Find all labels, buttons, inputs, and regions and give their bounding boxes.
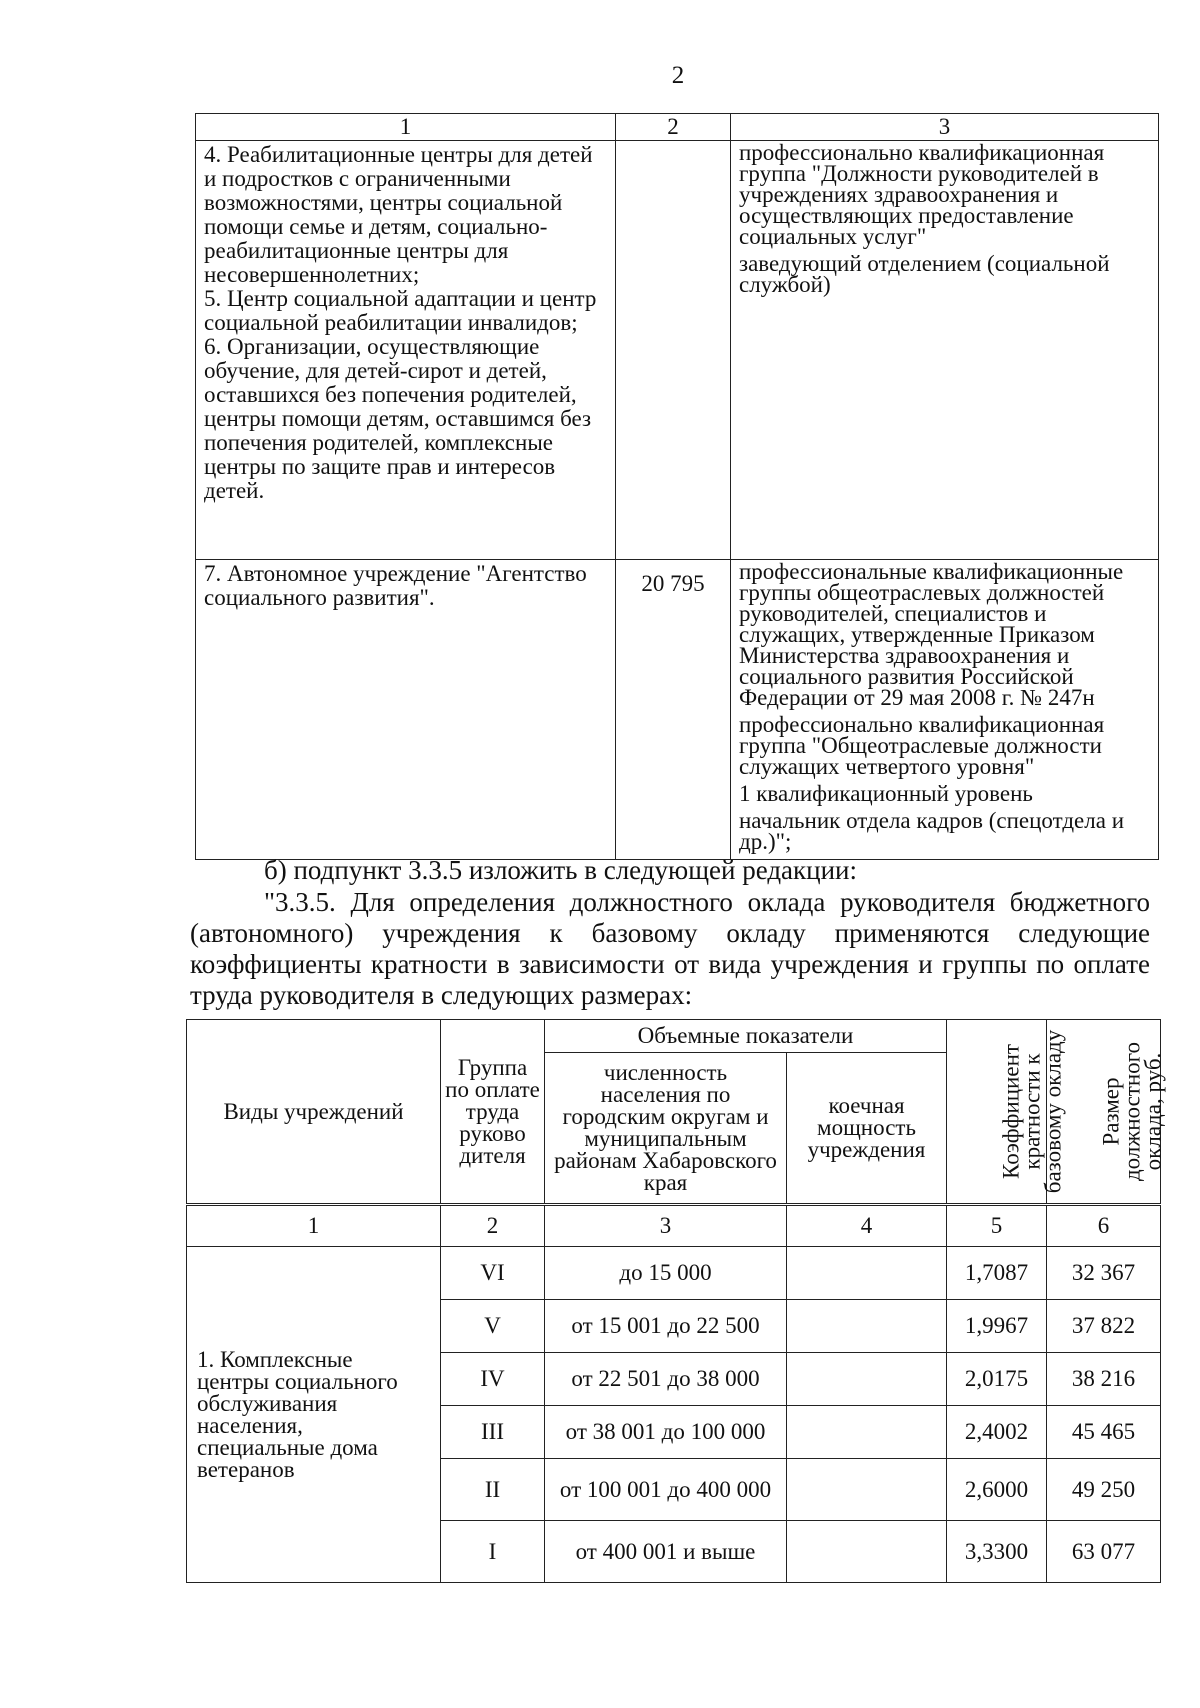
position-name: заведующий отделением (социальной службой) bbox=[739, 251, 1110, 297]
population-cell: от 400 001 и выше bbox=[545, 1521, 787, 1583]
bed-capacity-cell bbox=[787, 1353, 947, 1406]
coefficient-cell: 1,9967 bbox=[947, 1300, 1047, 1353]
column-number-1: 1 bbox=[196, 114, 616, 141]
column-number-4: 4 bbox=[787, 1205, 947, 1247]
amendment-line: б) подпункт 3.3.5 изложить в следующей редакции: bbox=[264, 855, 858, 885]
population-cell: от 100 001 до 400 000 bbox=[545, 1459, 787, 1521]
qualification-group: профессионально квалификационная группа "Общеотраслевые должности служащих четвертого уровня" bbox=[739, 712, 1105, 779]
institution-cell bbox=[196, 560, 616, 860]
table-row bbox=[187, 1247, 1161, 1300]
bed-capacity-cell bbox=[787, 1521, 947, 1583]
salary-cell: 38 216 bbox=[1047, 1353, 1161, 1406]
qualification-cell bbox=[731, 560, 1159, 860]
table-row bbox=[196, 560, 1159, 860]
qualification-level: 1 квалификационный уровень bbox=[739, 781, 1033, 806]
population-cell: от 22 501 до 38 000 bbox=[545, 1353, 787, 1406]
coefficient-cell: 3,3300 bbox=[947, 1521, 1047, 1583]
table-row bbox=[196, 141, 1159, 560]
bed-capacity-cell bbox=[787, 1247, 947, 1300]
column-number-3: 3 bbox=[545, 1205, 787, 1247]
page-number: 2 bbox=[671, 62, 685, 89]
base-salary-cell bbox=[616, 141, 731, 560]
base-salary-cell: 20 795 bbox=[616, 560, 731, 860]
column-number-2: 2 bbox=[441, 1205, 545, 1247]
salary-cell: 37 822 bbox=[1047, 1300, 1161, 1353]
header-bed-capacity: коечная мощность учреждения bbox=[787, 1053, 947, 1205]
qualification-cell bbox=[731, 141, 1159, 560]
salary-cell: 45 465 bbox=[1047, 1406, 1161, 1459]
coefficient-cell: 1,7087 bbox=[947, 1247, 1047, 1300]
pay-group-cell: II bbox=[441, 1459, 545, 1521]
salary-cell: 63 077 bbox=[1047, 1521, 1161, 1583]
header-institution-type: Виды учреждений bbox=[187, 1020, 441, 1205]
salary-cell: 49 250 bbox=[1047, 1459, 1161, 1521]
pay-group-cell: I bbox=[441, 1521, 545, 1583]
institution-item: 5. Центр социальной адаптации и центр социальной реабилитации инвалидов; bbox=[204, 286, 597, 335]
amendment-paragraph: "3.3.5. Для определения должностного оклада руководителя бюджетного (автономного) учреждения к базовому окладу применяются следующие коэффициенты кратности в зависимости от вида учреждения и группы по оплате труда руководителя в следующих размерах: bbox=[190, 887, 1150, 1010]
column-number-5: 5 bbox=[947, 1205, 1047, 1247]
population-cell: от 38 001 до 100 000 bbox=[545, 1406, 787, 1459]
column-numbers-row bbox=[187, 1205, 1161, 1247]
pay-group-cell: VI bbox=[441, 1247, 545, 1300]
table-header-row bbox=[187, 1020, 1161, 1053]
position-name: начальник отдела кадров (спецотдела и др.)"; bbox=[739, 808, 1125, 854]
pay-group-cell: IV bbox=[441, 1353, 545, 1406]
table-header-row bbox=[196, 114, 1159, 141]
institution-item: 6. Организации, осуществляющие обучение, для детей-сирот и детей, оставшихся без попечения родителей, центры помощи детям, оставшимся без попечения родителей, комплексные центры по защите прав и интересов детей. bbox=[204, 334, 592, 503]
bed-capacity-cell bbox=[787, 1459, 947, 1521]
institution-cell bbox=[196, 141, 616, 560]
column-number-1: 1 bbox=[187, 1205, 441, 1247]
column-number-3: 3 bbox=[731, 114, 1159, 141]
population-cell: до 15 000 bbox=[545, 1247, 787, 1300]
header-salary: Размер должностного оклада, руб. bbox=[1047, 1020, 1161, 1205]
coefficient-cell: 2,6000 bbox=[947, 1459, 1047, 1521]
institution-type-cell: 1. Комплексные центры социального обслуживания населения, специальные дома ветеранов bbox=[187, 1247, 441, 1583]
header-coefficient: Коэффициент кратности к базовому окладу bbox=[947, 1020, 1047, 1205]
salary-coefficient-table bbox=[186, 1019, 1166, 1583]
coefficient-cell: 2,0175 bbox=[947, 1353, 1047, 1406]
coefficient-cell: 2,4002 bbox=[947, 1406, 1047, 1459]
qualification-group: профессиональные квалификационные группы общеотраслевых должностей руководителей, специалистов и служащих, утвержденные Приказом Министерства здравоохранения и социального развития Российской Федерации от 29 мая 2008 г. № 247н bbox=[739, 559, 1124, 710]
bed-capacity-cell bbox=[787, 1406, 947, 1459]
salary-cell: 32 367 bbox=[1047, 1247, 1161, 1300]
population-cell: от 15 001 до 22 500 bbox=[545, 1300, 787, 1353]
qualification-group: профессионально квалификационная группа "Должности руководителей в учреждениях здравоохранения и осуществляющих предоставление социальных услуг" bbox=[739, 140, 1105, 249]
bed-capacity-cell bbox=[787, 1300, 947, 1353]
staff-qualification-table bbox=[195, 113, 1159, 860]
header-pay-group: Группа по оплате труда руково дителя bbox=[441, 1020, 545, 1205]
column-number-2: 2 bbox=[616, 114, 731, 141]
institution-item: 7. Автономное учреждение "Агентство социального развития". bbox=[204, 561, 587, 610]
institution-item: 4. Реабилитационные центры для детей и подростков с ограниченными возможностями, центры социальной помощи семье и детям, социально-реабилитационные центры для несовершеннолетних; bbox=[204, 142, 593, 287]
header-population: численность населения по городским округам и муниципальным районам Хабаровского края bbox=[545, 1053, 787, 1205]
column-number-6: 6 bbox=[1047, 1205, 1161, 1247]
header-volume-indicators: Объемные показатели bbox=[545, 1020, 947, 1053]
pay-group-cell: V bbox=[441, 1300, 545, 1353]
pay-group-cell: III bbox=[441, 1406, 545, 1459]
